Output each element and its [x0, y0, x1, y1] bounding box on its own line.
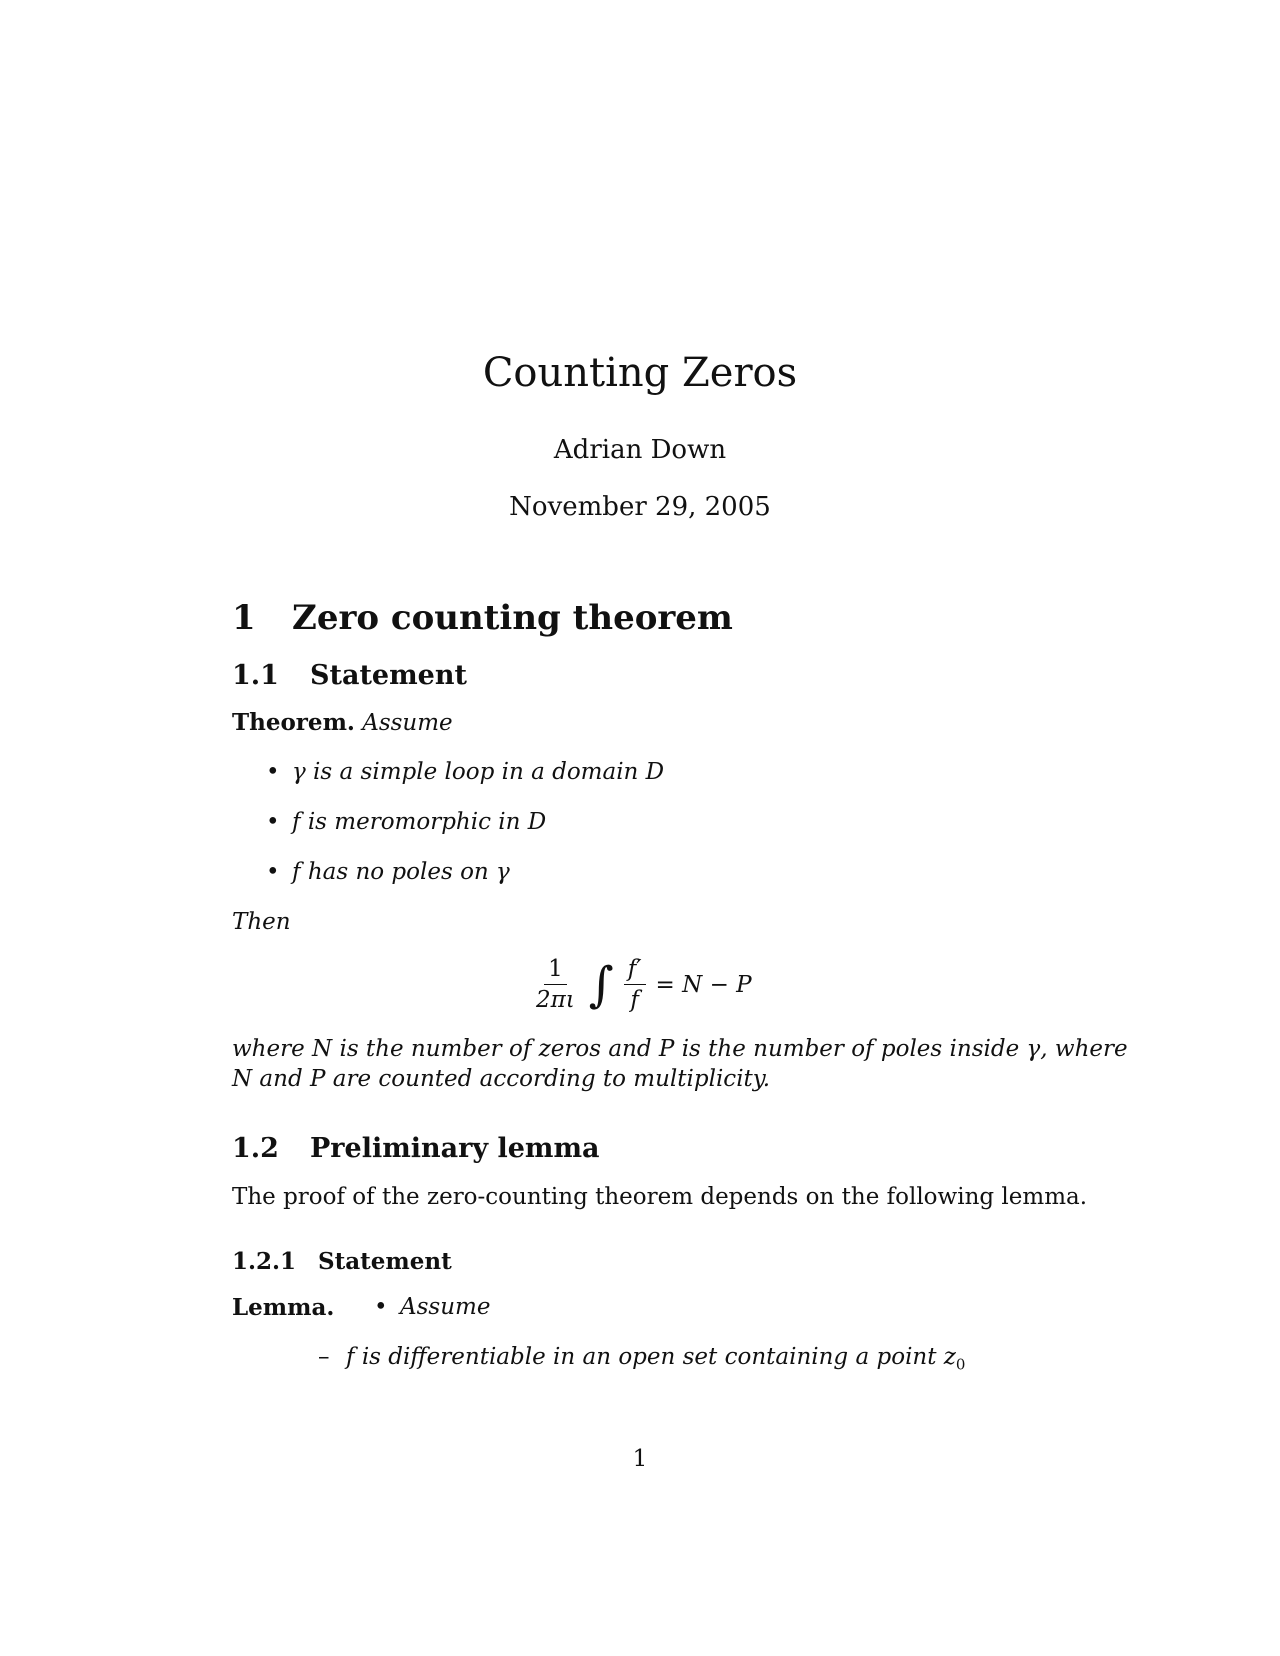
- section-1-1-heading: [232, 660, 467, 691]
- bullet-icon: •: [374, 1294, 388, 1320]
- fraction-f-prime-over-f: [624, 956, 646, 1013]
- numerator: f′: [624, 956, 646, 985]
- lemma-heading: [232, 1294, 334, 1321]
- display-equation: [528, 956, 752, 1013]
- subsection-1-2-1-heading: [232, 1248, 452, 1275]
- section-title: Statement: [310, 660, 467, 691]
- section-1-2-heading: [232, 1133, 600, 1164]
- page-title: Counting Zeros: [482, 350, 798, 396]
- section-intro-paragraph: The proof of the zero-counting theorem depends on the following lemma.: [232, 1184, 1088, 1210]
- section-title: Preliminary lemma: [310, 1133, 600, 1164]
- lemma-subitem: – f is differentiable in an open set containing a point $z_0$: [318, 1344, 966, 1374]
- bullet-icon: •: [266, 859, 280, 885]
- integral-sign-icon: ∫: [588, 956, 614, 1013]
- theorem-explanation-line: where N is the number of zeros and P is the number of poles inside γ, where: [232, 1036, 1128, 1062]
- page-number: 1: [632, 1446, 648, 1472]
- numerator: 1: [544, 956, 567, 985]
- theorem-label: Theorem.: [232, 709, 355, 736]
- fraction-one-over-2pi-i: [532, 956, 579, 1013]
- lemma-bullet: • Assume: [374, 1294, 491, 1320]
- theorem-intro: Assume: [362, 710, 453, 736]
- section-number: 1.2: [232, 1133, 279, 1164]
- dash-icon: –: [318, 1344, 330, 1370]
- section-title: Zero counting theorem: [292, 598, 733, 638]
- section-title: Statement: [318, 1248, 452, 1275]
- date: November 29, 2005: [509, 492, 771, 522]
- section-number: 1: [232, 598, 256, 638]
- theorem-then: Then: [232, 909, 291, 935]
- theorem-heading: [232, 709, 453, 736]
- section-number: 1.1: [232, 660, 279, 691]
- theorem-bullet: • f has no poles on γ: [266, 859, 510, 885]
- theorem-bullet: • γ is a simple loop in a domain D: [266, 759, 665, 785]
- subscript: 0: [955, 1355, 966, 1374]
- lemma-label: Lemma.: [232, 1294, 335, 1321]
- denominator: 2πι: [536, 987, 575, 1013]
- denominator: f: [630, 987, 639, 1013]
- section-1-heading: [232, 598, 733, 638]
- theorem-explanation-line: N and P are counted according to multiplicity.: [232, 1066, 771, 1092]
- theorem-bullet: • f is meromorphic in D: [266, 809, 547, 835]
- bullet-icon: •: [266, 809, 280, 835]
- equation-rhs: = N − P: [655, 971, 752, 998]
- section-number: 1.2.1: [232, 1248, 297, 1275]
- author: Adrian Down: [553, 435, 727, 465]
- bullet-icon: •: [266, 759, 280, 785]
